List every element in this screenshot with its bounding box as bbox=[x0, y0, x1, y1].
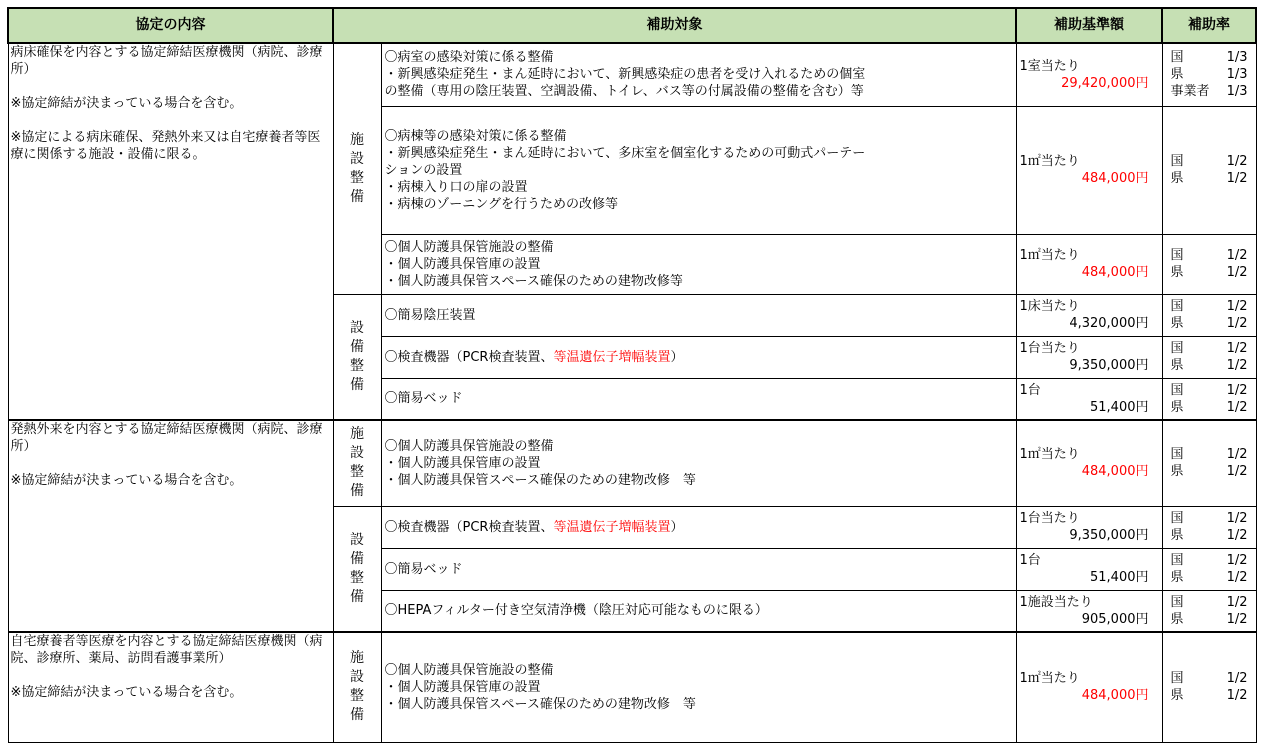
category-cell bbox=[333, 506, 381, 632]
amount-value: 4,320,000円 bbox=[1069, 316, 1149, 331]
target-line bbox=[385, 66, 1013, 83]
target-line-text: 〇病室の感染対策に係る整備 bbox=[384, 50, 554, 66]
target-line-text: ・個人防護具保管庫の設置 bbox=[384, 679, 541, 695]
amount-unit: 1台 bbox=[1019, 382, 1041, 398]
rate-payer: 県 bbox=[1170, 316, 1184, 331]
rate-line bbox=[1171, 247, 1248, 264]
target-cell bbox=[381, 506, 1016, 548]
rate-cell bbox=[1162, 590, 1256, 632]
category-label: 施設整備 bbox=[350, 650, 364, 724]
header-target: 補助対象 bbox=[333, 8, 1016, 43]
target-line-text: 〇検査機器（PCR検査装置、 bbox=[384, 519, 554, 535]
target-line-text: ・新興感染症発生・まん延時において、多床室を個室化するための可動式パーテー bbox=[384, 145, 866, 161]
rate-share: 1/2 bbox=[1226, 671, 1248, 687]
rate-payer: 国 bbox=[1170, 511, 1184, 526]
rate-line bbox=[1171, 357, 1248, 374]
rate-line bbox=[1171, 66, 1248, 83]
rate-cell bbox=[1162, 506, 1256, 548]
amount-unit: 1施設当たり bbox=[1019, 594, 1093, 610]
amount-unit: 1㎡当たり bbox=[1019, 447, 1080, 463]
rate-cell bbox=[1162, 632, 1256, 742]
amount-value: 484,000円 bbox=[1081, 464, 1149, 480]
amount-unit: 1㎡当たり bbox=[1019, 248, 1080, 263]
target-line bbox=[385, 307, 1013, 324]
target-line bbox=[385, 696, 1013, 713]
rate-line bbox=[1171, 611, 1248, 628]
rate-line bbox=[1171, 83, 1248, 100]
target-cell bbox=[381, 548, 1016, 590]
rate-share: 1/2 bbox=[1226, 511, 1248, 526]
target-line bbox=[385, 273, 1013, 290]
target-line-text: 〇簡易陰圧装置 bbox=[384, 307, 476, 323]
amount-cell bbox=[1016, 378, 1162, 420]
rate-line bbox=[1171, 298, 1248, 315]
rate-share: 1/2 bbox=[1226, 594, 1248, 610]
rate-cell bbox=[1162, 294, 1256, 336]
amount-cell bbox=[1016, 43, 1162, 106]
amount-cell bbox=[1016, 234, 1162, 294]
rate-line bbox=[1171, 552, 1248, 569]
amount-unit: 1㎡当たり bbox=[1019, 671, 1080, 687]
rate-payer: 県 bbox=[1170, 688, 1184, 704]
target-line bbox=[385, 438, 1013, 455]
target-line bbox=[385, 239, 1013, 256]
category-cell bbox=[333, 43, 381, 294]
target-line bbox=[385, 83, 1013, 100]
rate-payer: 国 bbox=[1170, 154, 1184, 169]
target-line-text: の整備（専用の陰圧装置、空調設備、トイレ、バス等の付属設備の整備を含む）等 bbox=[384, 84, 864, 100]
rate-share: 1/2 bbox=[1226, 688, 1248, 704]
rate-payer: 国 bbox=[1170, 594, 1184, 610]
amount-value: 484,000円 bbox=[1081, 171, 1149, 186]
target-line-text: 〇HEPAフィルター付き空気清浄機（陰圧対応可能なものに限る） bbox=[384, 603, 768, 619]
rate-payer: 国 bbox=[1170, 382, 1184, 398]
rate-share: 1/2 bbox=[1226, 299, 1248, 314]
amount-cell bbox=[1016, 506, 1162, 548]
target-line-text: ・個人防護具保管スペース確保のための建物改修 等 bbox=[384, 472, 696, 488]
category-label: 施設整備 bbox=[350, 426, 364, 500]
amount-cell bbox=[1016, 590, 1162, 632]
category-cell bbox=[333, 420, 381, 506]
target-line bbox=[385, 662, 1013, 679]
rate-line bbox=[1171, 510, 1248, 527]
target-cell bbox=[381, 294, 1016, 336]
rate-payer: 国 bbox=[1170, 671, 1184, 687]
rate-line bbox=[1171, 594, 1248, 611]
rate-line bbox=[1171, 670, 1248, 687]
target-line bbox=[385, 519, 1013, 536]
target-line bbox=[385, 455, 1013, 472]
rate-share: 1/2 bbox=[1226, 341, 1248, 356]
table-row bbox=[8, 420, 1256, 506]
target-line bbox=[385, 349, 1013, 366]
amount-unit: 1台 bbox=[1019, 553, 1041, 568]
amount-cell bbox=[1016, 420, 1162, 506]
target-line bbox=[385, 679, 1013, 696]
target-line-text: ・個人防護具保管スペース確保のための建物改修等 bbox=[384, 273, 683, 289]
table-row bbox=[8, 43, 1256, 106]
target-line-text: 〇個人防護具保管施設の整備 bbox=[384, 662, 554, 678]
rate-payer: 国 bbox=[1170, 553, 1184, 568]
rate-cell bbox=[1162, 106, 1256, 234]
target-line bbox=[385, 179, 1013, 196]
target-line-text: 〇個人防護具保管施設の整備 bbox=[384, 239, 554, 255]
amount-value: 905,000円 bbox=[1081, 611, 1149, 627]
rate-line bbox=[1171, 569, 1248, 586]
rate-payer: 県 bbox=[1170, 570, 1184, 585]
rate-payer: 県 bbox=[1170, 611, 1184, 627]
rate-payer: 県 bbox=[1170, 464, 1184, 480]
rate-cell bbox=[1162, 420, 1256, 506]
target-line bbox=[385, 162, 1013, 179]
target-line bbox=[385, 49, 1013, 66]
target-line-text: ・個人防護具保管スペース確保のための建物改修 等 bbox=[384, 696, 696, 712]
rate-share: 1/2 bbox=[1226, 358, 1248, 373]
rate-payer: 国 bbox=[1170, 248, 1184, 263]
rate-line bbox=[1171, 382, 1248, 399]
subsidy-table bbox=[7, 7, 1257, 743]
rate-payer: 県 bbox=[1170, 528, 1184, 543]
target-cell bbox=[381, 632, 1016, 742]
target-line bbox=[385, 390, 1013, 407]
target-line-text: 〇病棟等の感染対策に係る整備 bbox=[384, 128, 567, 144]
rate-share: 1/2 bbox=[1226, 611, 1248, 627]
rate-payer: 国 bbox=[1170, 299, 1184, 314]
rate-share: 1/2 bbox=[1226, 570, 1248, 585]
target-cell bbox=[381, 590, 1016, 632]
amount-unit: 1台当たり bbox=[1019, 511, 1080, 526]
target-line-text: ・病棟のゾーニングを行うための改修等 bbox=[384, 196, 618, 212]
category-cell bbox=[333, 294, 381, 420]
rate-line bbox=[1171, 687, 1248, 704]
rate-share: 1/3 bbox=[1226, 67, 1248, 83]
target-line-text: 〇検査機器（PCR検査装置、 bbox=[384, 349, 554, 365]
target-cell bbox=[381, 106, 1016, 234]
target-line-tail: ） bbox=[670, 519, 684, 535]
rate-payer: 県 bbox=[1170, 67, 1184, 83]
target-cell bbox=[381, 378, 1016, 420]
target-line-text: 〇簡易ベッド bbox=[384, 561, 463, 577]
rate-line bbox=[1171, 170, 1248, 187]
rate-share: 1/2 bbox=[1226, 171, 1248, 186]
amount-value: 9,350,000円 bbox=[1069, 528, 1149, 543]
rate-share: 1/3 bbox=[1226, 84, 1248, 100]
amount-value: 29,420,000円 bbox=[1061, 75, 1149, 91]
category-label: 施設整備 bbox=[350, 131, 364, 205]
target-line-highlight: 等温遺伝子増幅装置 bbox=[553, 349, 671, 365]
amount-unit: 1㎡当たり bbox=[1019, 154, 1080, 169]
amount-unit: 1台当たり bbox=[1019, 341, 1080, 356]
rate-line bbox=[1171, 463, 1248, 480]
rate-share: 1/2 bbox=[1226, 399, 1248, 415]
amount-value: 484,000円 bbox=[1081, 688, 1149, 704]
target-line-text: ・個人防護具保管庫の設置 bbox=[384, 256, 541, 272]
rate-share: 1/2 bbox=[1226, 316, 1248, 331]
category-label: 設備整備 bbox=[350, 319, 364, 393]
rate-cell bbox=[1162, 234, 1256, 294]
category-cell bbox=[333, 632, 381, 742]
rate-payer: 県 bbox=[1170, 265, 1184, 280]
amount-cell bbox=[1016, 632, 1162, 742]
rate-share: 1/2 bbox=[1226, 265, 1248, 280]
amount-unit: 1室当たり bbox=[1019, 58, 1080, 74]
rate-payer: 事業者 bbox=[1170, 84, 1210, 100]
target-line bbox=[385, 196, 1013, 213]
amount-value: 51,400円 bbox=[1090, 399, 1149, 415]
header-amount: 補助基準額 bbox=[1016, 8, 1162, 43]
target-cell bbox=[381, 234, 1016, 294]
target-cell bbox=[381, 420, 1016, 506]
agreement-content-cell: 発熱外来を内容とする協定締結医療機関（病院、診療所） ※協定締結が決まっている場合を含む。 bbox=[8, 420, 333, 632]
rate-line bbox=[1171, 315, 1248, 332]
table-row bbox=[8, 632, 1256, 742]
target-line bbox=[385, 256, 1013, 273]
rate-line bbox=[1171, 340, 1248, 357]
rate-share: 1/2 bbox=[1226, 382, 1248, 398]
target-line bbox=[385, 602, 1013, 619]
agreement-content-cell: 自宅療養者等医療を内容とする協定締結医療機関（病院、診療所、薬局、訪問看護事業所） ※協定締結が決まっている場合を含む。 bbox=[8, 632, 333, 742]
amount-cell bbox=[1016, 548, 1162, 590]
target-line-text: ションの設置 bbox=[384, 162, 463, 178]
category-label: 設備整備 bbox=[350, 531, 364, 605]
rate-payer: 県 bbox=[1170, 358, 1184, 373]
target-line bbox=[385, 128, 1013, 145]
target-line-tail: ） bbox=[670, 349, 684, 365]
rate-share: 1/2 bbox=[1226, 154, 1248, 169]
target-cell bbox=[381, 43, 1016, 106]
header-content: 協定の内容 bbox=[8, 8, 333, 43]
target-cell bbox=[381, 336, 1016, 378]
rate-share: 1/2 bbox=[1226, 447, 1248, 463]
rate-payer: 県 bbox=[1170, 171, 1184, 186]
target-line bbox=[385, 145, 1013, 162]
header-rate: 補助率 bbox=[1162, 8, 1256, 43]
target-line-highlight: 等温遺伝子増幅装置 bbox=[553, 519, 671, 535]
amount-cell bbox=[1016, 336, 1162, 378]
rate-share: 1/2 bbox=[1226, 464, 1248, 480]
rate-share: 1/2 bbox=[1226, 528, 1248, 543]
rate-line bbox=[1171, 527, 1248, 544]
amount-value: 484,000円 bbox=[1081, 265, 1149, 280]
amount-value: 51,400円 bbox=[1090, 570, 1149, 585]
target-line-text: 〇簡易ベッド bbox=[384, 391, 463, 407]
amount-unit: 1床当たり bbox=[1019, 299, 1080, 314]
target-line-text: ・個人防護具保管庫の設置 bbox=[384, 455, 541, 471]
rate-cell bbox=[1162, 548, 1256, 590]
rate-payer: 県 bbox=[1170, 399, 1184, 415]
rate-line bbox=[1171, 49, 1248, 66]
table-body bbox=[8, 43, 1256, 742]
rate-payer: 国 bbox=[1170, 50, 1184, 66]
amount-value: 9,350,000円 bbox=[1069, 358, 1149, 373]
target-line-text: ・新興感染症発生・まん延時において、新興感染症の患者を受け入れるための個室 bbox=[384, 67, 866, 83]
target-line bbox=[385, 561, 1013, 578]
rate-payer: 国 bbox=[1170, 447, 1184, 463]
rate-share: 1/3 bbox=[1226, 50, 1248, 66]
amount-cell bbox=[1016, 106, 1162, 234]
rate-cell bbox=[1162, 336, 1256, 378]
rate-line bbox=[1171, 264, 1248, 281]
target-line bbox=[385, 472, 1013, 489]
rate-line bbox=[1171, 399, 1248, 416]
rate-share: 1/2 bbox=[1226, 248, 1248, 263]
target-line-text: 〇個人防護具保管施設の整備 bbox=[384, 438, 554, 454]
target-line-text: ・病棟入り口の扉の設置 bbox=[384, 179, 528, 195]
rate-cell bbox=[1162, 378, 1256, 420]
rate-payer: 国 bbox=[1170, 341, 1184, 356]
rate-line bbox=[1171, 446, 1248, 463]
agreement-content-cell: 病床確保を内容とする協定締結医療機関（病院、診療所） ※協定締結が決まっている場合を含む。 ※協定による病床確保、発熱外来又は自宅療養者等医療に関係する施設・設備に限る。 bbox=[8, 43, 333, 420]
rate-share: 1/2 bbox=[1226, 553, 1248, 568]
rate-line bbox=[1171, 153, 1248, 170]
amount-cell bbox=[1016, 294, 1162, 336]
header-row bbox=[8, 8, 1256, 43]
rate-cell bbox=[1162, 43, 1256, 106]
